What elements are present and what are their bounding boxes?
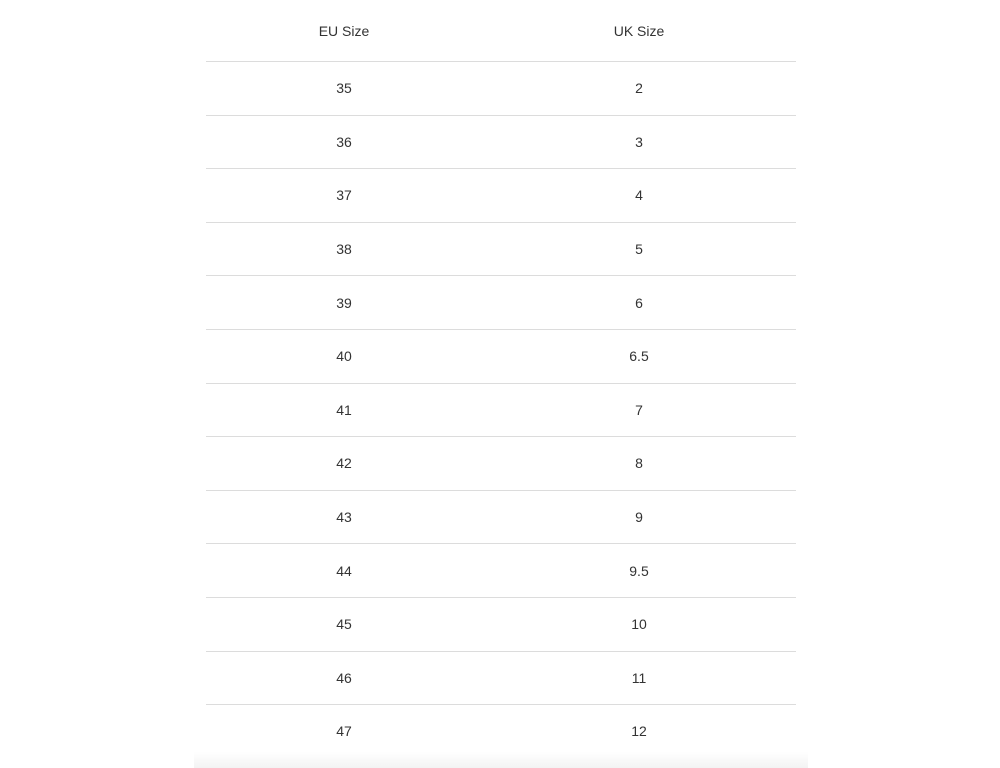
eu-size-cell: 43 xyxy=(206,490,482,544)
table-row xyxy=(206,115,796,169)
uk-size-cell: 4 xyxy=(482,169,796,223)
eu-size-cell: 47 xyxy=(206,705,482,759)
table-row xyxy=(206,437,796,491)
eu-size-cell: 44 xyxy=(206,544,482,598)
eu-size-cell: 40 xyxy=(206,329,482,383)
table-row xyxy=(206,169,796,223)
uk-size-cell: 2 xyxy=(482,62,796,116)
eu-size-cell: 38 xyxy=(206,222,482,276)
uk-size-cell: 8 xyxy=(482,437,796,491)
eu-size-cell: 36 xyxy=(206,115,482,169)
eu-size-cell: 37 xyxy=(206,169,482,223)
table-row xyxy=(206,544,796,598)
uk-size-cell: 12 xyxy=(482,705,796,759)
table-row xyxy=(206,383,796,437)
eu-size-cell: 45 xyxy=(206,597,482,651)
uk-size-header: UK Size xyxy=(482,0,796,62)
eu-size-cell: 46 xyxy=(206,651,482,705)
uk-size-cell: 7 xyxy=(482,383,796,437)
table-row xyxy=(206,62,796,116)
uk-size-cell: 9.5 xyxy=(482,544,796,598)
uk-size-cell: 10 xyxy=(482,597,796,651)
eu-size-header: EU Size xyxy=(206,0,482,62)
table-row xyxy=(206,597,796,651)
uk-size-cell: 6.5 xyxy=(482,329,796,383)
eu-size-cell: 42 xyxy=(206,437,482,491)
table-row xyxy=(206,651,796,705)
size-chart-container xyxy=(206,0,796,759)
table-row xyxy=(206,329,796,383)
scroll-fade-shadow xyxy=(194,752,808,768)
eu-size-cell: 39 xyxy=(206,276,482,330)
table-row xyxy=(206,705,796,759)
uk-size-cell: 6 xyxy=(482,276,796,330)
uk-size-cell: 3 xyxy=(482,115,796,169)
eu-size-cell: 35 xyxy=(206,62,482,116)
size-conversion-table xyxy=(206,0,796,759)
uk-size-cell: 5 xyxy=(482,222,796,276)
uk-size-cell: 11 xyxy=(482,651,796,705)
table-row xyxy=(206,276,796,330)
table-header-row xyxy=(206,0,796,62)
table-row xyxy=(206,222,796,276)
table-row xyxy=(206,490,796,544)
eu-size-cell: 41 xyxy=(206,383,482,437)
uk-size-cell: 9 xyxy=(482,490,796,544)
